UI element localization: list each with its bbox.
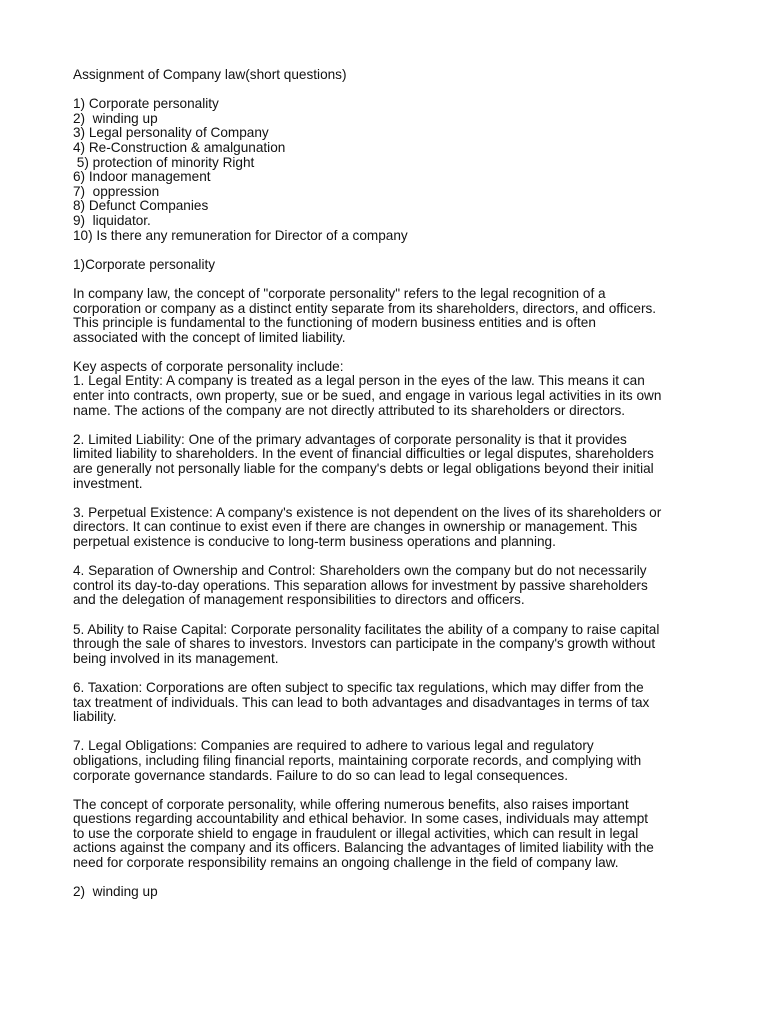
point-5-paragraph — [73, 623, 713, 667]
question-item: 3) Legal personality of Company — [73, 125, 269, 141]
paragraph-line: name. The actions of the company are not directly attributed to its shareholders or directors. — [73, 402, 626, 418]
question-item: 4) Re-Construction & amalgunation — [73, 139, 286, 155]
paragraph-line: tax treatment of individuals. This can lead to both advantages and disadvantages in terms of tax — [73, 694, 650, 710]
paragraph-line: In company law, the concept of "corporate personality" refers to the legal recognition of a — [73, 285, 606, 301]
paragraph-line: The concept of corporate personality, while offering numerous benefits, also raises important — [73, 796, 629, 812]
question-item: 2) winding up — [73, 110, 158, 126]
paragraph-line: 1. Legal Entity: A company is treated as a legal person in the eyes of the law. This means it can — [73, 373, 645, 389]
paragraph-line: actions against the company and its officers. Balancing the advantages of limited liability with the — [73, 840, 654, 856]
question-item: 10) Is there any remuneration for Director of a company — [73, 227, 408, 243]
paragraph-line: 7. Legal Obligations: Companies are required to adhere to various legal and regulatory — [73, 738, 594, 754]
paragraph-line: to use the corporate shield to engage in fraudulent or illegal activities, which can result in legal — [73, 825, 639, 841]
question-item: 5) protection of minority Right — [73, 154, 255, 170]
document-title — [73, 68, 713, 83]
point-6-paragraph — [73, 681, 713, 725]
section-heading-text: 2) winding up — [73, 884, 158, 900]
section-heading-text: 1)Corporate personality — [73, 256, 216, 272]
paragraph-line: are generally not personally liable for the company's debts or legal obligations beyond their initial — [73, 461, 654, 477]
paragraph-line: through the sale of shares to investors. Investors can participate in the company's growth without — [73, 636, 656, 652]
paragraph-line: directors. It can continue to exist even if there are changes in ownership or management. This — [73, 519, 638, 535]
paragraph-line: being involved in its management. — [73, 650, 279, 666]
paragraph-line: questions regarding accountability and ethical behavior. In some cases, individuals may attempt — [73, 811, 649, 827]
conclusion-paragraph — [73, 798, 713, 871]
question-item: 1) Corporate personality — [73, 96, 219, 112]
section-heading-2 — [73, 885, 713, 900]
paragraph-line: 4. Separation of Ownership and Control: Shareholders own the company but do not necessarily — [73, 563, 647, 579]
title-line: Assignment of Company law(short questions) — [73, 67, 347, 82]
paragraph-line: control its day-to-day operations. This separation allows for investment by passive shareholders — [73, 577, 648, 593]
question-item: 9) liquidator. — [73, 212, 151, 228]
paragraph-line: need for corporate responsibility remains an ongoing challenge in the field of company law. — [73, 855, 619, 871]
paragraph-line: 5. Ability to Raise Capital: Corporate personality facilitates the ability of a company to raise capital — [73, 621, 660, 637]
point-2-paragraph — [73, 433, 713, 491]
paragraph-line: enter into contracts, own property, sue or be sued, and engage in various legal activities in its own — [73, 388, 662, 404]
paragraph-line: 6. Taxation: Corporations are often subject to specific tax regulations, which may differ from the — [73, 679, 644, 695]
paragraph-line: perpetual existence is conducive to long-term business operations and planning. — [73, 534, 556, 549]
paragraph-line: corporation or company as a distinct entity separate from its shareholders, directors, and officers. — [73, 300, 657, 316]
paragraph-line: This principle is fundamental to the functioning of modern business entities and is often — [73, 315, 596, 331]
paragraph-line: associated with the concept of limited liability. — [73, 329, 346, 345]
paragraph-line: limited liability to shareholders. In the event of financial difficulties or legal disputes, shareholders — [73, 446, 654, 462]
question-item: 7) oppression — [73, 183, 160, 199]
paragraph-line: 3. Perpetual Existence: A company's existence is not dependent on the lives of its shareholders or — [73, 504, 662, 520]
paragraph-line: investment. — [73, 475, 143, 491]
section-heading-1 — [73, 258, 713, 273]
question-item: 6) Indoor management — [73, 169, 211, 185]
paragraph-line: obligations, including filing financial reports, maintaining corporate records, and complying with — [73, 752, 642, 768]
intro-paragraph — [73, 287, 713, 345]
paragraph-line: 2. Limited Liability: One of the primary advantages of corporate personality is that it provides — [73, 431, 627, 447]
document-page — [73, 68, 713, 914]
paragraph-line: liability. — [73, 709, 117, 725]
point-7-paragraph — [73, 739, 713, 783]
paragraph-line: and the delegation of management responsibilities to directors and officers. — [73, 592, 525, 608]
question-list — [73, 97, 713, 243]
paragraph-line: Key aspects of corporate personality include: — [73, 358, 344, 374]
paragraph-line: corporate governance standards. Failure to do so can lead to legal consequences. — [73, 767, 568, 783]
point-4-paragraph — [73, 564, 713, 608]
key-aspects-paragraph — [73, 360, 713, 418]
point-3-paragraph — [73, 506, 713, 550]
question-item: 8) Defunct Companies — [73, 198, 209, 214]
